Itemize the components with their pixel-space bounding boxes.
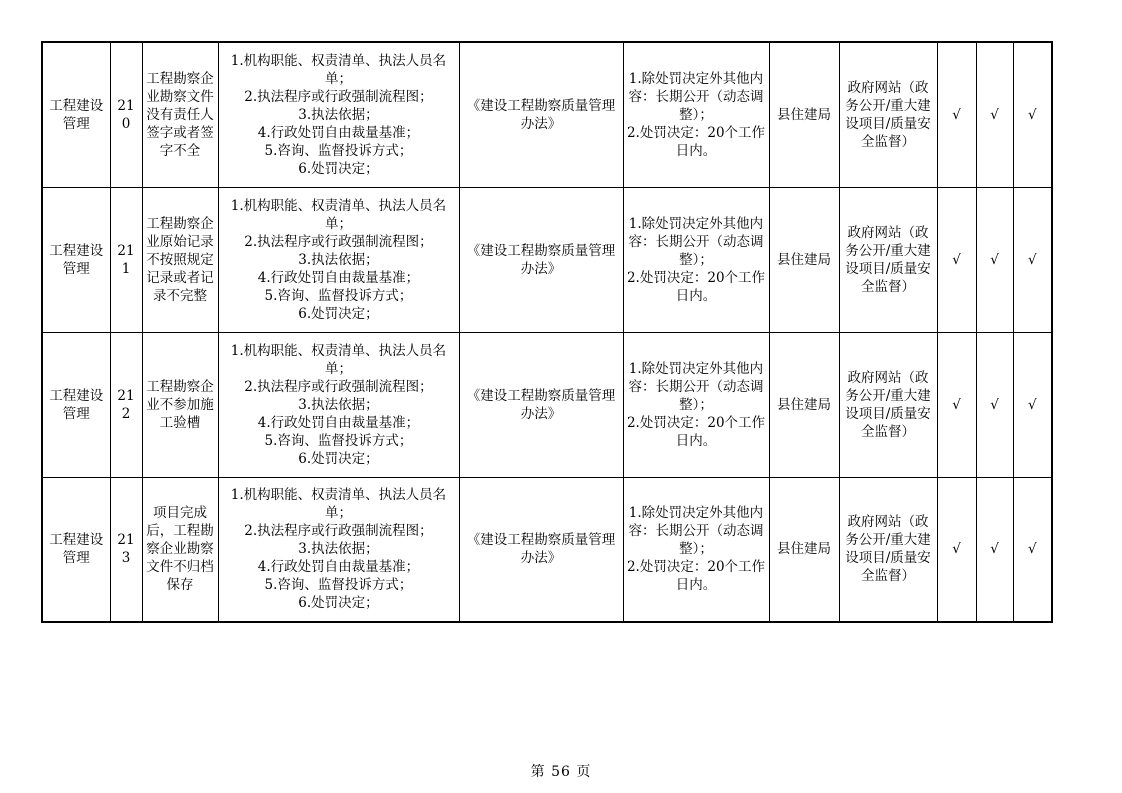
subject-cell: 县住建局	[769, 332, 839, 477]
content-line: 6.处罚决定；	[298, 450, 379, 467]
content-line: 6.处罚决定；	[298, 160, 379, 177]
check-mark-cell: √	[1013, 187, 1052, 332]
content-line: 4.行政处罚自由裁量基准；	[257, 269, 420, 286]
table-row	[42, 42, 1052, 187]
basis-cell: 《建设工程勘察质量管理办法》	[459, 42, 623, 187]
basis-cell: 《建设工程勘察质量管理办法》	[459, 477, 623, 622]
item-cell: 项目完成后，工程勘察企业勘察文件不归档保存	[142, 477, 218, 622]
number-cell: 213	[110, 477, 142, 622]
content-line: 2.执法程序或行政强制流程图；	[244, 378, 433, 395]
table-body	[42, 42, 1052, 622]
item-cell: 工程勘察企业不参加施工验槽	[142, 332, 218, 477]
table-row	[42, 332, 1052, 477]
content-line: 1.机构职能、权责清单、执法人员名单；	[230, 197, 447, 232]
content-line: 5.咨询、监督投诉方式；	[264, 142, 413, 159]
content-cell	[218, 42, 459, 187]
check-mark-cell: √	[1013, 332, 1052, 477]
check-mark-cell: √	[976, 42, 1013, 187]
disclosure-table	[41, 41, 1053, 623]
basis-cell: 《建设工程勘察质量管理办法》	[459, 187, 623, 332]
check-mark-cell: √	[976, 477, 1013, 622]
content-line: 3.执法依据；	[298, 541, 379, 558]
check-mark-cell: √	[1013, 477, 1052, 622]
content-line: 4.行政处罚自由裁量基准；	[257, 414, 420, 431]
subject-cell: 县住建局	[769, 187, 839, 332]
content-line: 1.机构职能、权责清单、执法人员名单；	[230, 487, 447, 522]
period-line: 1.除处罚决定外其他内容：长期公开（动态调整）；	[628, 505, 764, 558]
content-line: 1.机构职能、权责清单、执法人员名单；	[230, 342, 447, 377]
content-line: 2.执法程序或行政强制流程图；	[244, 88, 433, 105]
content-line: 4.行政处罚自由裁量基准；	[257, 124, 420, 141]
check-mark-cell: √	[976, 187, 1013, 332]
number-cell: 210	[110, 42, 142, 187]
content-line: 6.处罚决定；	[298, 595, 379, 612]
item-cell: 工程勘察企业原始记录不按照规定记录或者记录不完整	[142, 187, 218, 332]
content-line: 5.咨询、监督投诉方式；	[264, 287, 413, 304]
period-cell	[623, 477, 769, 622]
content-line: 5.咨询、监督投诉方式；	[264, 577, 413, 594]
subject-cell: 县住建局	[769, 477, 839, 622]
content-cell	[218, 332, 459, 477]
item-cell: 工程勘察企业勘察文件没有责任人签字或者签字不全	[142, 42, 218, 187]
period-cell	[623, 42, 769, 187]
check-mark-cell: √	[1013, 42, 1052, 187]
channel-cell: 政府网站（政务公开/重大建设项目/质量安全监督）	[839, 42, 937, 187]
period-line: 2.处罚决定：20个工作日内。	[626, 414, 766, 449]
subject-cell: 县住建局	[769, 42, 839, 187]
content-line: 5.咨询、监督投诉方式；	[264, 432, 413, 449]
content-line: 4.行政处罚自由裁量基准；	[257, 559, 420, 576]
table-row	[42, 477, 1052, 622]
content-line: 6.处罚决定；	[298, 305, 379, 322]
content-cell	[218, 187, 459, 332]
content-line: 3.执法依据；	[298, 396, 379, 413]
number-cell: 211	[110, 187, 142, 332]
check-mark-cell: √	[937, 187, 976, 332]
period-line: 2.处罚决定：20个工作日内。	[626, 124, 766, 159]
category-cell: 工程建设管理	[42, 187, 110, 332]
period-line: 2.处罚决定：20个工作日内。	[626, 269, 766, 304]
period-line: 1.除处罚决定外其他内容：长期公开（动态调整）；	[628, 70, 764, 123]
content-line: 3.执法依据；	[298, 106, 379, 123]
category-cell: 工程建设管理	[42, 42, 110, 187]
period-line: 1.除处罚决定外其他内容：长期公开（动态调整）；	[628, 215, 764, 268]
channel-cell: 政府网站（政务公开/重大建设项目/质量安全监督）	[839, 477, 937, 622]
page-number: 第 56 页	[530, 764, 592, 780]
period-line: 1.除处罚决定外其他内容：长期公开（动态调整）；	[628, 360, 764, 413]
table-row	[42, 187, 1052, 332]
number-cell: 212	[110, 332, 142, 477]
content-line: 3.执法依据；	[298, 251, 379, 268]
category-cell: 工程建设管理	[42, 477, 110, 622]
channel-cell: 政府网站（政务公开/重大建设项目/质量安全监督）	[839, 187, 937, 332]
period-cell	[623, 187, 769, 332]
category-cell: 工程建设管理	[42, 332, 110, 477]
content-cell	[218, 477, 459, 622]
content-line: 1.机构职能、权责清单、执法人员名单；	[230, 52, 447, 87]
check-mark-cell: √	[937, 477, 976, 622]
content-line: 2.执法程序或行政强制流程图；	[244, 233, 433, 250]
check-mark-cell: √	[976, 332, 1013, 477]
content-line: 2.执法程序或行政强制流程图；	[244, 523, 433, 540]
period-cell	[623, 332, 769, 477]
basis-cell: 《建设工程勘察质量管理办法》	[459, 332, 623, 477]
check-mark-cell: √	[937, 42, 976, 187]
check-mark-cell: √	[937, 332, 976, 477]
period-line: 2.处罚决定：20个工作日内。	[626, 559, 766, 594]
channel-cell: 政府网站（政务公开/重大建设项目/质量安全监督）	[839, 332, 937, 477]
